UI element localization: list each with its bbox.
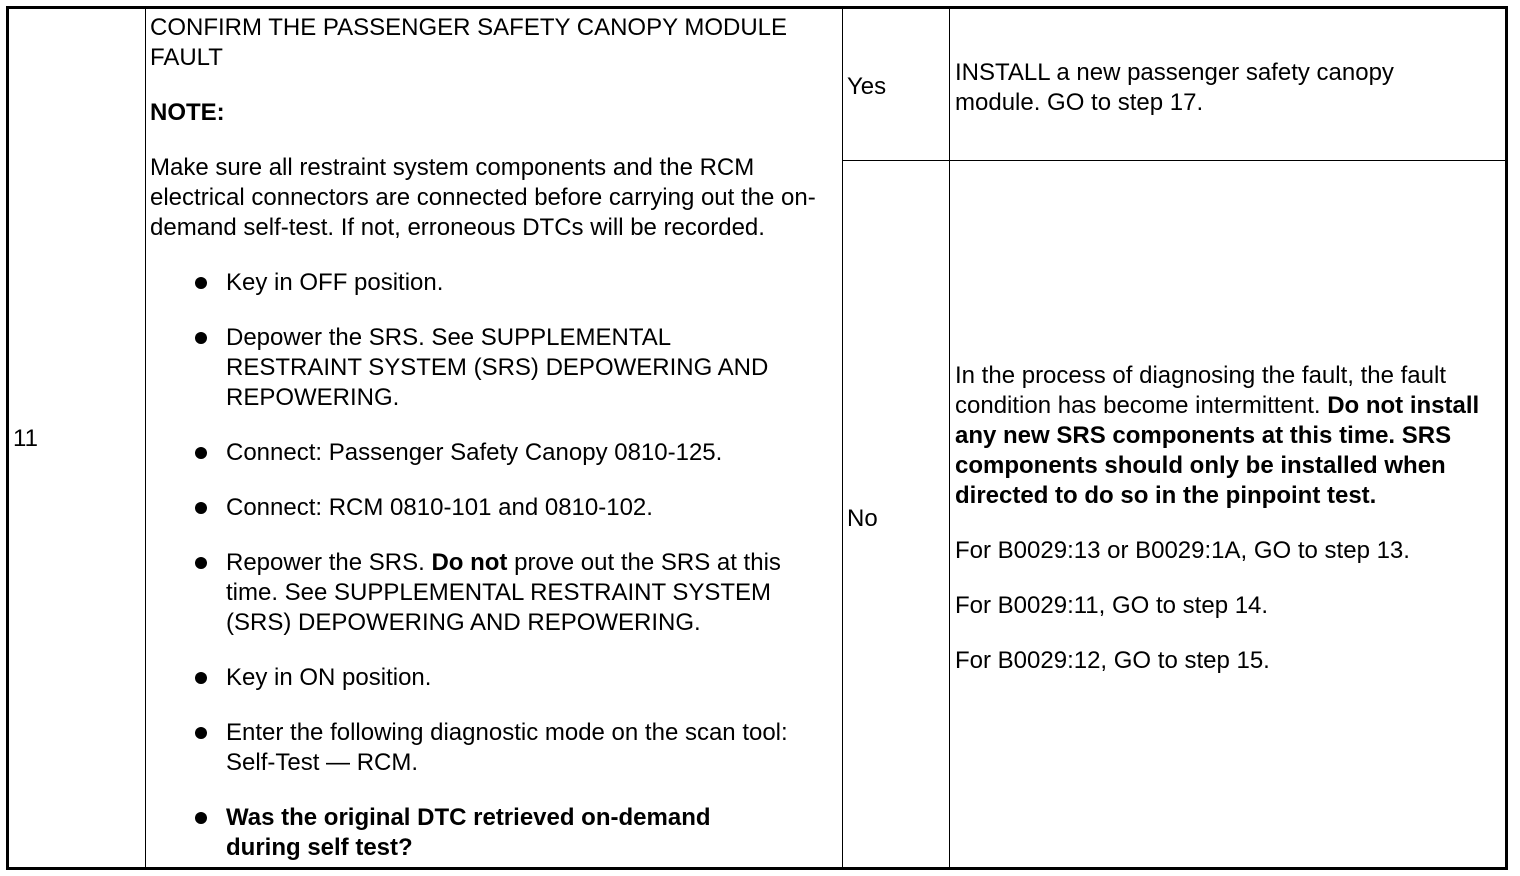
- result-yes-label: Yes: [847, 73, 887, 100]
- test-step-content: [150, 13, 838, 863]
- result-no-action-cell: [950, 161, 1508, 867]
- action-emphasis: Do not: [431, 549, 508, 576]
- result-no-line: For B0029:11, GO to step 14.: [955, 592, 1269, 619]
- result-no-line: For B0029:13 or B0029:1A, GO to step 13.: [955, 537, 1410, 564]
- bullet-icon: [195, 277, 207, 289]
- list-item: [150, 718, 838, 778]
- action-text: [226, 548, 811, 638]
- result-no-label-cell: [843, 161, 949, 867]
- list-item: [150, 548, 838, 638]
- test-step-cell: [146, 9, 842, 867]
- list-item: [150, 268, 838, 298]
- action-text: Depower the SRS. See SUPPLEMENTAL RESTRAINT SYSTEM (SRS) DEPOWERING AND REPOWERING.: [226, 324, 769, 411]
- pinpoint-test-table: [6, 6, 1508, 870]
- result-no-line: For B0029:12, GO to step 15.: [955, 647, 1270, 674]
- action-text: Connect: Passenger Safety Canopy 0810-125.: [226, 439, 723, 466]
- list-item: [150, 323, 838, 413]
- list-item: [150, 803, 838, 863]
- result-no-label: No: [847, 505, 878, 532]
- result-no-action: [955, 361, 1501, 676]
- bullet-icon: [195, 672, 207, 684]
- question-text: Was the original DTC retrieved on-demand during self test?: [226, 804, 711, 861]
- result-no-intro: In the process of diagnosing the fault, the fault condition has become intermittent.: [955, 362, 1446, 419]
- list-item: [150, 493, 838, 523]
- result-yes-action-cell: [950, 9, 1508, 160]
- action-text: Enter the following diagnostic mode on the scan tool: Self-Test — RCM.: [226, 719, 788, 776]
- list-item: [150, 663, 838, 693]
- action-text-part: Repower the SRS.: [226, 549, 425, 576]
- step-number: 11: [13, 425, 38, 452]
- note-text: Make sure all restraint system components and the RCM electrical connectors are connected before carrying out the on-demand self-test. If not, erroneous DTCs will be recorded.: [150, 154, 816, 241]
- result-no-message: [955, 361, 1501, 511]
- bullet-icon: [195, 447, 207, 459]
- action-text: Key in OFF position.: [226, 269, 444, 296]
- action-text: Key in ON position.: [226, 664, 432, 691]
- action-text: Connect: RCM 0810-101 and 0810-102.: [226, 494, 653, 521]
- note-label: NOTE:: [150, 99, 225, 126]
- bullet-icon: [195, 727, 207, 739]
- bullet-icon: [195, 812, 207, 824]
- result-yes-action: INSTALL a new passenger safety canopy module. GO to step 17.: [955, 59, 1394, 116]
- bullet-icon: [195, 502, 207, 514]
- action-text-part: prove out the SRS at this time. See SUPPLEMENTAL RESTRAINT SYSTEM (SRS) DEPOWERING AND REPOWERING.: [226, 549, 781, 636]
- bullet-icon: [195, 332, 207, 344]
- bullet-icon: [195, 557, 207, 569]
- step-number-cell: [9, 9, 145, 867]
- step-title: CONFIRM THE PASSENGER SAFETY CANOPY MODULE FAULT: [150, 14, 788, 71]
- result-yes-label-cell: [843, 9, 949, 160]
- list-item: [150, 438, 838, 468]
- result-no-warning: Do not install any new SRS components at this time. SRS components should only be installed when directed to do so in the pinpoint test.: [955, 392, 1480, 509]
